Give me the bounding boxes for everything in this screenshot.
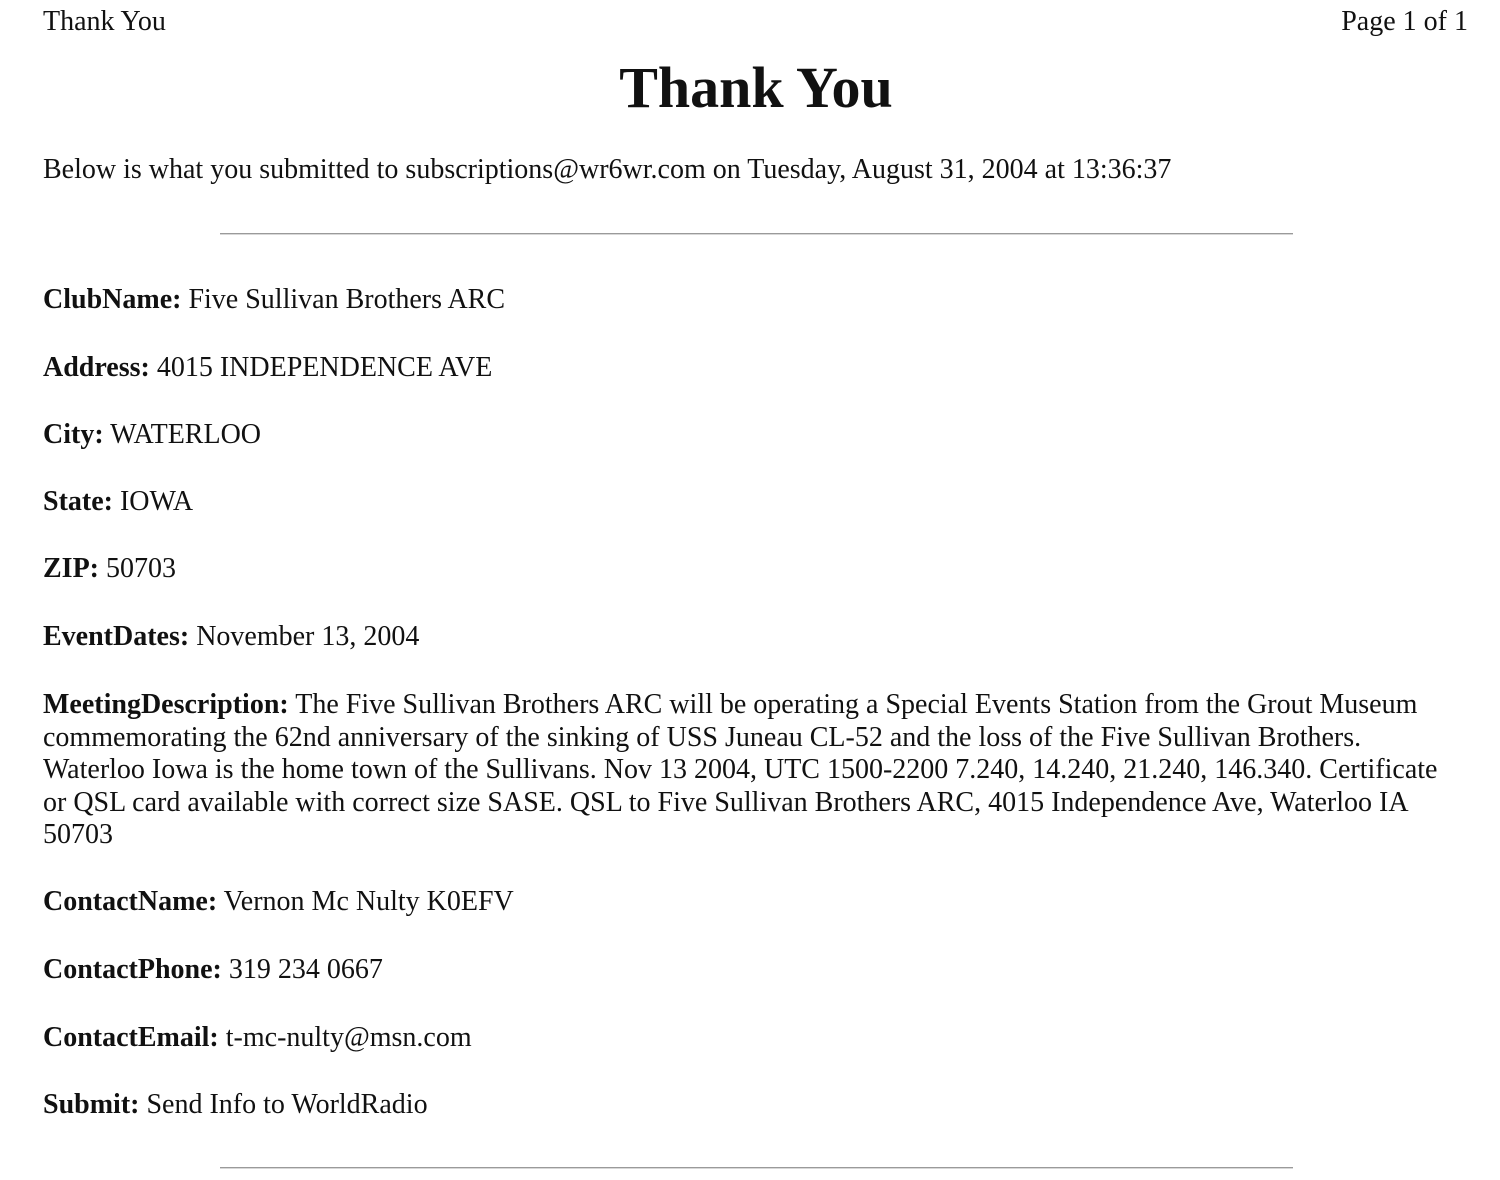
field-value: 319 234 0667 (228, 954, 383, 985)
field-submit (43, 1089, 1463, 1122)
field-value: 50703 (106, 553, 176, 584)
field-club-name (43, 284, 1463, 317)
field-meeting-description (43, 689, 1463, 852)
field-state (43, 486, 1463, 519)
field-label: MeetingDescription: (43, 689, 289, 720)
field-label: ContactPhone: (43, 954, 222, 985)
field-label: City: (43, 419, 104, 450)
field-value: The Five Sullivan Brothers ARC will be operating a Special Events Station from the Grout Museum commemorating the 62nd anniversary of the sinking of USS Juneau CL-52 and the loss of the Five Sullivan Brothers. Waterloo Iowa is the home town of the Sullivans. Nov 13 2004, UTC 1500-2200 7.240, 14.240, 21.240, 146.340. Certificate or QSL card available with correct size SASE. QSL to Five Sullivan Brothers ARC, 4015 Independence Ave, Waterloo IA 50703 (43, 689, 1438, 850)
field-contact-phone (43, 954, 1463, 987)
field-label: Address: (43, 352, 150, 383)
field-address (43, 352, 1463, 385)
submission-intro: Below is what you submitted to subscriptions@wr6wr.com on Tuesday, August 31, 2004 at 13:36:37 (43, 154, 1172, 185)
field-value: t-mc-nulty@msn.com (225, 1022, 472, 1053)
field-contact-email (43, 1022, 1463, 1055)
field-value: Five Sullivan Brothers ARC (188, 284, 506, 315)
field-label: State: (43, 486, 113, 517)
field-contact-name (43, 886, 1463, 919)
field-zip (43, 553, 1463, 586)
field-label: EventDates: (43, 621, 190, 652)
divider-top (220, 233, 1293, 235)
field-city (43, 419, 1463, 452)
header-left-title: Thank You (43, 6, 166, 37)
field-value: WATERLOO (110, 419, 262, 450)
field-value: Send Info to WorldRadio (146, 1089, 428, 1120)
page-number: Page 1 of 1 (1341, 6, 1468, 37)
field-label: ContactName: (43, 886, 218, 917)
field-value: 4015 INDEPENDENCE AVE (156, 352, 493, 383)
field-label: Submit: (43, 1089, 140, 1120)
field-label: ClubName: (43, 284, 182, 315)
divider-bottom (220, 1167, 1293, 1169)
field-value: Vernon Mc Nulty K0EFV (223, 886, 514, 917)
field-label: ContactEmail: (43, 1022, 219, 1053)
page-title: Thank You (619, 55, 893, 120)
field-event-dates (43, 621, 1463, 654)
field-label: ZIP: (43, 553, 99, 584)
field-value: November 13, 2004 (196, 621, 420, 652)
field-value: IOWA (119, 486, 194, 517)
